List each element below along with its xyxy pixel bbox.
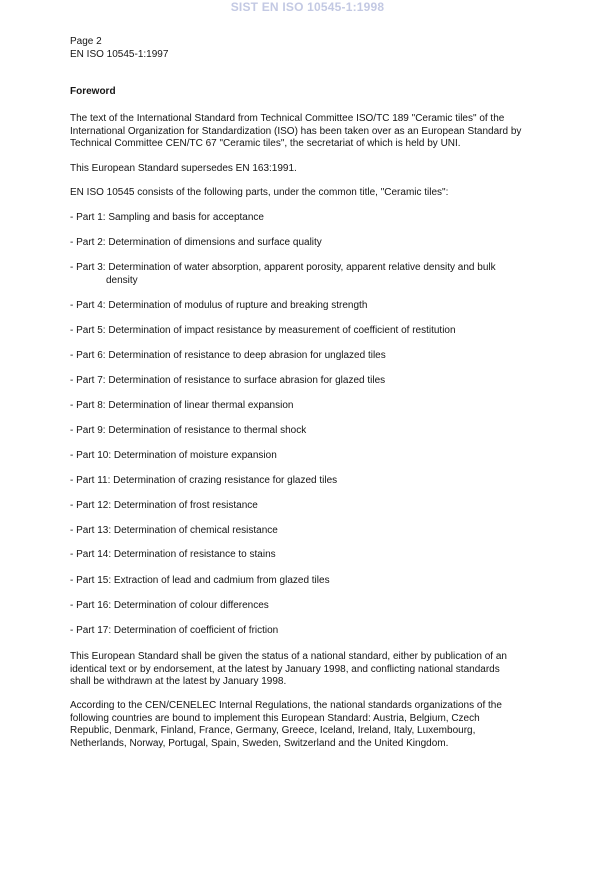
- supersedes-line: This European Standard supersedes EN 163:1991.: [70, 163, 297, 174]
- supersedes-paragraph: [70, 163, 550, 176]
- part-item-continuation: density: [106, 274, 138, 286]
- part-item: [70, 625, 278, 638]
- countries-line: following countries are bound to implement this European Standard: Austria, Belgium, Czech: [70, 712, 480, 724]
- part-item-text: - Part 13: Determination of chemical resistance: [70, 525, 278, 536]
- part-item-text: - Part 6: Determination of resistance to deep abrasion for unglazed tiles: [70, 350, 386, 361]
- part-item: [70, 600, 269, 613]
- page-header: [70, 36, 168, 61]
- part-item: [70, 375, 385, 388]
- part-item: [70, 575, 330, 588]
- part-item: [70, 300, 367, 313]
- status-paragraph: [70, 651, 550, 689]
- document-id: EN ISO 10545-1:1997: [70, 48, 169, 60]
- part-item-text: - Part 12: Determination of frost resistance: [70, 500, 258, 511]
- part-item: [70, 475, 337, 488]
- part-item-text: - Part 16: Determination of colour differences: [70, 600, 269, 611]
- foreword-heading: Foreword: [70, 86, 116, 97]
- countries-line: Republic, Denmark, Finland, France, Germany, Greece, Iceland, Ireland, Italy, Luxembourg,: [70, 725, 476, 736]
- status-line: This European Standard shall be given the status of a national standard, either by publication of an: [70, 651, 507, 662]
- status-line: identical text or by endorsement, at the latest by January 1998, and conflicting national standards: [70, 663, 500, 675]
- status-line: shall be withdrawn at the latest by January 1998.: [70, 676, 287, 687]
- part-item-text: - Part 4: Determination of modulus of rupture and breaking strength: [70, 300, 368, 311]
- part-item-text: - Part 14: Determination of resistance to stains: [70, 549, 276, 560]
- part-item-text: - Part 9: Determination of resistance to thermal shock: [70, 425, 307, 436]
- part-item: [70, 325, 456, 338]
- part-item-text: - Part 8: Determination of linear thermal expansion: [70, 400, 294, 411]
- countries-paragraph: [70, 700, 550, 750]
- part-item: [70, 350, 386, 363]
- part-item-text: - Part 5: Determination of impact resistance by measurement of coefficient of restitution: [70, 325, 456, 336]
- part-item: [70, 237, 322, 250]
- part-item: [70, 400, 293, 413]
- part-item: [70, 500, 258, 513]
- part-item: [70, 262, 496, 287]
- parts-intro-paragraph: [70, 187, 550, 200]
- part-item-text: - Part 15: Extraction of lead and cadmium from glazed tiles: [70, 575, 330, 586]
- intro-line: International Organization for Standardization (ISO) has been taken over as an European Standard by: [70, 125, 522, 137]
- part-item-text: - Part 1: Sampling and basis for acceptance: [70, 212, 264, 223]
- intro-line: Technical Committee CEN/TC 67 "Ceramic tiles", the secretariat of which is held by UNI.: [70, 138, 461, 149]
- part-item-text: - Part 17: Determination of coefficient of friction: [70, 625, 279, 636]
- part-item: [70, 525, 278, 538]
- part-item: [70, 450, 277, 463]
- part-item: [70, 212, 264, 225]
- countries-line: Netherlands, Norway, Portugal, Spain, Sweden, Switzerland and the United Kingdom.: [70, 737, 449, 749]
- part-item-text: - Part 2: Determination of dimensions and surface quality: [70, 237, 322, 248]
- intro-line: The text of the International Standard from Technical Committee ISO/TC 189 "Ceramic tiles" of the: [70, 113, 505, 124]
- part-item-text: - Part 3: Determination of water absorption, apparent porosity, apparent relative density and bulk: [70, 262, 496, 273]
- part-item-text: - Part 10: Determination of moisture expansion: [70, 450, 277, 461]
- intro-paragraph: [70, 113, 550, 151]
- page-number: Page 2: [70, 36, 102, 47]
- watermark: SIST EN ISO 10545-1:1998: [230, 0, 385, 14]
- parts-intro-line: EN ISO 10545 consists of the following parts, under the common title, "Ceramic tiles":: [70, 187, 449, 198]
- part-item-text: - Part 11: Determination of crazing resistance for glazed tiles: [70, 475, 338, 486]
- part-item: [70, 425, 306, 438]
- countries-line: According to the CEN/CENELEC Internal Regulations, the national standards organizations of the: [70, 700, 502, 711]
- part-item: [70, 549, 276, 562]
- part-item-text: - Part 7: Determination of resistance to surface abrasion for glazed tiles: [70, 375, 386, 386]
